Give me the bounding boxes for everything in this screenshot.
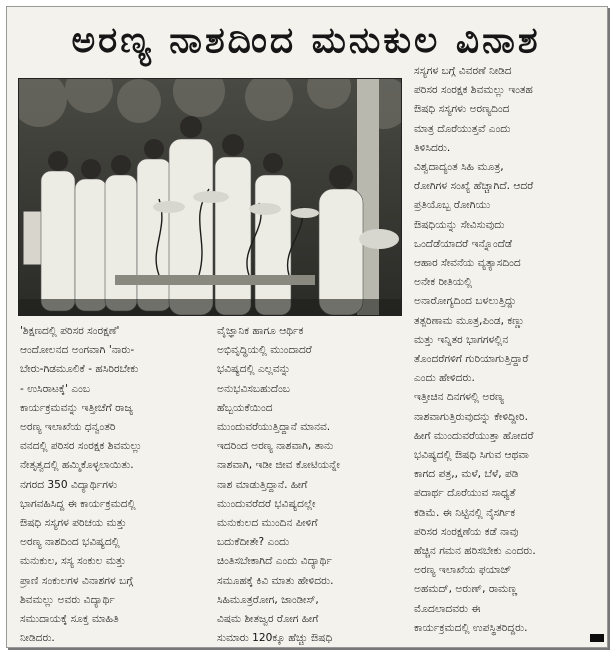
column-line: ಭಾಗವಹಿಸಿದ್ದ ಈ ಕಾರ್ಯಕ್ರಮದಲ್ಲಿ [20,497,136,510]
column-line: ಅರಣ್ಯ ನಾಶದಿಂದ ಭವಿಷ್ಯದಲ್ಲಿ [20,536,120,549]
column-line: ಹೆಚ್ಚಿನ ಗಮನ ಹರಿಸಬೇಕು ಎಂದರು. [414,545,536,558]
column-line: ಪ್ರಾಣಿ ಸಂಕುಲಗಳ ವಿನಾಶಗಳ ಬಗ್ಗೆ [20,574,134,587]
column-line: ಔಷಧಿ ಸಸ್ಯಗಳ ಪರಿಚಯ ಮತ್ತು [20,517,127,530]
column-line: ನೇತೃತ್ವದಲ್ಲಿ ಹಮ್ಮಿಕೊಳ್ಳಲಾಯಿತು. [20,459,134,472]
column-line: ಅನೇಕ ರೀತಿಯಲ್ಲಿ [414,276,473,289]
column-line: ಸಮುದಾಯಕ್ಕೆ ಸೂಕ್ತ ಮಾಹಿತಿ [20,613,119,626]
column-line: - ಉಸಿರಾಟಕ್ಕೆ' ಎಂಬ [20,382,91,395]
column-line: ಅರಣ್ಯ ಇಲಾಖೆಯ ಧನ್ವಂತರಿ [20,421,116,434]
column-line: ನೀಡಿದರು. [20,632,55,645]
column-line: ಆಂದೋಲನದ ಅಂಗವಾಗಿ 'ನಾರು- [20,344,135,357]
column-line: ಮುಂದುವರೆದರೆ ಭವಿಷ್ಯದಲ್ಲೇ [217,497,316,510]
column-line: ಮನುಕುಲ, ಸಸ್ಯ ಸಂಕುಲ ಮತ್ತು [20,555,126,568]
column-line: ವಿಷಮ ಶೀತಜ್ವರ ರೋಗ ಹೀಗೆ [217,613,319,626]
column-line: ಹೀಗೆ ಮುಂದುವರೆಯುತ್ತಾ ಹೋದರೆ [414,429,534,442]
column-line: ಚಿಂತಿಸಬೇಕಾಗಿದೆ ಎಂದು ವಿದ್ಯಾರ್ಥಿ [217,555,332,568]
column-line: ಔಷಧಿಯನ್ನು ಸೇವಿಸುವುದು [414,218,505,231]
column-line: ಅರಣ್ಯ ಇಲಾಖೆಯ ಫಯಾಜ್ [414,564,512,577]
column-line: ಮಾತ್ರ ದೊರೆಯುತ್ತವೆ ಎಂದು [414,122,511,135]
column-line: ಆಹಾರ ಸೇವನೆಯ ವ್ಯತ್ಯಾಸದಿಂದ [414,257,521,270]
column-line: ಭವಿಷ್ಯದಲ್ಲಿ ಔಷಧಿ ಸಿಗುವ ಆಥವಾ [414,449,529,462]
column-line: ಪ್ರತಿಯೊಬ್ಬ ರೋಗಿಯು [414,199,491,212]
headline-text: ಅರಣ್ಯ ನಾಶದಿಂದ ಮನುಕುಲ ವಿನಾಶ [71,18,541,61]
column-line: ಎಂದು ಹೇಳಿದರು. [414,372,475,385]
column-line: ಅಭಿವೃದ್ಧಿಯಲ್ಲಿ ಮುಂದಾದರೆ [217,344,312,357]
column-line: ನಾಶವಾಗಿ, ಇಡೀ ಜೀವ ಕೋಟಿಯನ್ನೇ [217,459,340,472]
column-line: ಪದಾರ್ಥ ದೊರೆಯುವ ಸಾಧ್ಯತೆ [414,487,516,500]
column-line: ಅನುಭವಿಸಬಹುದೆಂಬ [217,382,290,395]
column-line: ಸಿಹಿಮೂತ್ರರೋಗ, ಜಾಂಡೀಸ್, [217,593,319,606]
column-line: ನಾಶ ಮಾಡುತ್ತಿದ್ದಾನೆ. ಹೀಗೆ [217,478,308,491]
corner-marker [590,634,604,642]
column-line: ಕಾಗದ ಪತ್ರ,, ಮಳೆ, ಬೆಳೆ, ಪಡಿ [414,468,519,481]
column-line: ವಿಶ್ವದಾದ್ಯಂತ ಸಿಹಿ ಮೂತ್ರ, [414,161,504,174]
column-line: ಸಸ್ಯಗಳ ಬಗ್ಗೆ ವಿವರಣೆ ನೀಡಿದ [414,65,512,77]
column-line: ನಾಶವಾಗುತ್ತಿರುವುದನ್ನು ಕೇಳಿದ್ದೀರಿ. [414,410,528,423]
column-line: ಕಾರ್ಯಕ್ರಮವನ್ನು ಇತ್ತೀಚೆಗೆ ರಾಜ್ಯ [20,401,134,414]
column-line: ಕಡಿಮೆ. ಈ ನಿಟ್ಟಿನಲ್ಲಿ ನೈಸರ್ಗಿಕ [414,506,516,519]
column-line: ಸಮೂಹಕ್ಕೆ ಕಿವಿ ಮಾತು ಹೇಳಿದರು. [217,574,334,587]
column-line: 'ಶಿಕ್ಷಣದಲ್ಲಿ ಪರಿಸರ ಸಂರಕ್ಷಣೆ' [20,325,120,337]
column-line: ಔಷಧಿ ಸಸ್ಯಗಳು ಅರಣ್ಯದಿಂದ [414,103,510,116]
article-column-left [20,322,214,648]
column-line: ಮನುಕುಲದ ಮುಂದಿನ ಪೀಳಿಗೆ [217,517,318,530]
photo-illustration [19,79,401,315]
column-line: ಶಿವಮಲ್ಲು ಅವರು ವಿದ್ಯಾರ್ಥಿ [20,593,115,606]
column-line: ಅನಾರೋಗ್ಯದಿಂದ ಬಳಲುತ್ತಿದ್ದು [414,295,517,308]
column-line: ಬದುಕೆದೀತೇ? ಎಂದು [217,536,290,549]
column-line: ತತ್ಪರಿಣಾಮ ಮೂತ್ರ,ಪಿಂಡ, ಕಣ್ಣು [414,314,525,327]
column-line: ಬೇರು-ಗಿಡಮೂಲಿಕೆ - ಹಸಿರಿರಬೇಕು [20,363,139,376]
column-line: ನಗರದ 350 ವಿದ್ಯಾರ್ಥಿಗಳು [20,478,118,491]
column-line: ಪರಿಸರ ಸಂರಕ್ಷಣೆಯ ಕಡೆ ನಾವು [414,525,519,538]
article-column-right [414,62,602,638]
column-line: ಅಹಮದ್, ಅರುಣ್, ರಾಮಣ್ಣ [414,583,518,596]
column-line: ಒಂದೆಡೆಯಾದರೆ ಇನ್ನೊಂದೆಡೆ [414,237,513,250]
column-line: ಹೆಬ್ಬಯಕೆಯಿಂದ [217,401,273,414]
column-line: ಕಾರ್ಯಕ್ರಮದಲ್ಲಿ ಉಪಸ್ಥಿತರಿದ್ದರು. [414,621,528,634]
column-line: ಇದರಿಂದ ಅರಣ್ಯ ನಾಶವಾಗಿ, ತಾನು [217,440,334,453]
column-line: ಮತ್ತು ಇನ್ನಿತರ ಭಾಗಗಳಲ್ಲಿನ [414,333,509,346]
news-photo [18,78,402,316]
column-line: ವನದಲ್ಲಿ ಪರಿಸರ ಸಂರಕ್ಷಕ ಶಿವಮಲ್ಲು [20,440,142,453]
article-column-middle [217,322,405,648]
column-line: ಮುಂದುವರೆಯುತ್ತಿದ್ದಾನೆ ಮಾನವ. [217,421,331,434]
column-line: ಪರಿಸರ ಸಂರಕ್ಷಕ ಶಿವಮಲ್ಲು ಇಂತಹ [414,84,533,97]
headline [6,14,606,66]
column-line: ತೊಂದರೆಗಳಿಗೆ ಗುರಿಯಾಗುತ್ತಿದ್ದಾರೆ [414,353,529,366]
column-line: ಮೊದಲಾದವರು ಈ [414,602,481,615]
column-line: ಇತ್ತೀಚಿನ ದಿನಗಳಲ್ಲಿ ಅರಣ್ಯ [414,391,504,404]
column-line: ವೈಜ್ಞಾನಿಕ ಹಾಗೂ ಆರ್ಥಿಕ [217,325,304,337]
column-line: ಭವಿಷ್ಯದಲ್ಲಿ ಎಲ್ಲವನ್ನು [217,363,291,376]
column-line: ರೋಗಿಗಳ ಸಂಖ್ಯೆ ಹೆಚ್ಚಾಗಿದೆ. ಆದರೆ [414,180,534,193]
column-line: ಸುಮಾರು 120ಕ್ಕೂ ಹೆಚ್ಚು ಔಷಧಿ [217,632,333,645]
column-line: ತಿಳಿಸಿದರು. [414,141,451,154]
